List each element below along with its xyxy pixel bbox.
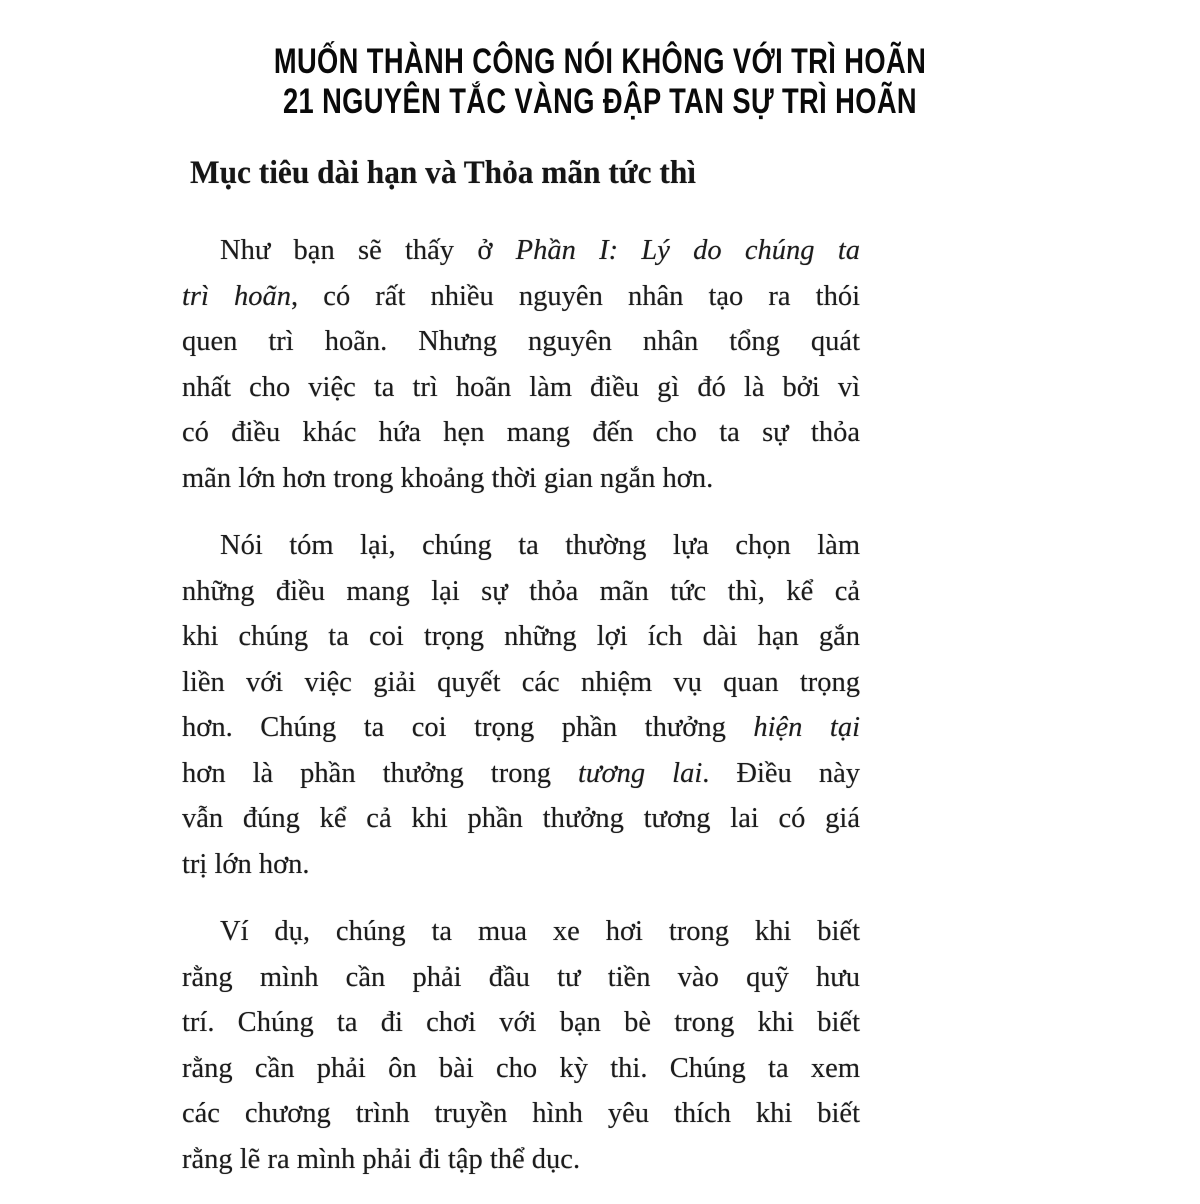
text-run: nhất cho việc ta trì hoãn làm điều gì đó là bởi vì bbox=[182, 371, 860, 403]
book-title-line-1: MUỐN THÀNH CÔNG NÓI KHÔNG VỚI TRÌ HOÃN bbox=[273, 42, 927, 81]
text-run: những điều mang lại sự thỏa mãn tức thì, kể cả bbox=[182, 575, 860, 607]
text-line bbox=[182, 319, 860, 365]
paragraph bbox=[182, 909, 860, 1182]
italic-text-run: Phần I: Lý do chúng ta bbox=[515, 235, 860, 266]
text-run: khi chúng ta coi trọng những lợi ích dài hạn gắn bbox=[182, 621, 860, 652]
text-run: rằng cần phải ôn bài cho kỳ thi. Chúng ta xem bbox=[182, 1052, 860, 1084]
body-paragraphs bbox=[182, 228, 860, 1204]
text-run: trí. Chúng ta đi chơi với bạn bè trong khi biết bbox=[182, 1007, 860, 1038]
paragraph bbox=[182, 523, 860, 887]
text-line bbox=[182, 1137, 860, 1183]
text-run: trị lớn hơn. bbox=[182, 848, 310, 880]
text-run: Như bạn sẽ thấy ở bbox=[220, 235, 516, 266]
text-line bbox=[182, 614, 860, 660]
text-line bbox=[182, 274, 860, 320]
italic-text-run: trì hoãn bbox=[182, 280, 292, 312]
text-line bbox=[182, 365, 860, 411]
book-title bbox=[132, 42, 1068, 122]
text-run: hơn là phần thưởng trong bbox=[182, 757, 578, 789]
text-run: vẫn đúng kể cả khi phần thưởng tương lai có giá bbox=[182, 803, 860, 834]
text-run: rằng lẽ ra mình phải đi tập thể dục. bbox=[182, 1143, 581, 1175]
text-run: Ví dụ, chúng ta mua xe hơi trong khi biết bbox=[220, 916, 860, 947]
text-line bbox=[182, 523, 860, 569]
text-run: các chương trình truyền hình yêu thích khi biết bbox=[182, 1098, 860, 1129]
text-run: có điều khác hứa hẹn mang đến cho ta sự thỏa bbox=[182, 417, 860, 448]
text-run: mãn lớn hơn trong khoảng thời gian ngắn hơn. bbox=[182, 462, 714, 494]
text-line bbox=[182, 660, 860, 706]
text-line bbox=[182, 1000, 860, 1046]
text-line bbox=[182, 909, 860, 955]
text-line bbox=[182, 842, 860, 888]
section-heading: Mục tiêu dài hạn và Thỏa mãn tức thì bbox=[190, 155, 696, 191]
book-title-line-2: 21 NGUYÊN TẮC VÀNG ĐẬP TAN SỰ TRÌ HOÃN bbox=[282, 82, 918, 121]
text-run: liền với việc giải quyết các nhiệm vụ quan trọng bbox=[182, 666, 860, 698]
paragraph bbox=[182, 228, 860, 501]
text-line bbox=[182, 1091, 860, 1137]
text-run: , có rất nhiều nguyên nhân tạo ra thói bbox=[291, 280, 860, 312]
text-line bbox=[182, 456, 860, 502]
italic-text-run: hiện tại bbox=[753, 712, 860, 743]
text-run: Nói tóm lại, chúng ta thường lựa chọn làm bbox=[220, 530, 860, 561]
text-line bbox=[182, 955, 860, 1001]
text-run: . Điều này bbox=[702, 757, 860, 789]
text-run: rằng mình cần phải đầu tư tiền vào quỹ hưu bbox=[182, 961, 860, 993]
text-line bbox=[182, 228, 860, 274]
text-line bbox=[182, 569, 860, 615]
italic-text-run: tương lai bbox=[577, 757, 703, 789]
text-line bbox=[182, 796, 860, 842]
text-line bbox=[182, 1046, 860, 1092]
text-line bbox=[182, 705, 860, 751]
text-line bbox=[182, 751, 860, 797]
text-line bbox=[182, 410, 860, 456]
text-run: quen trì hoãn. Nhưng nguyên nhân tổng quát bbox=[182, 326, 860, 357]
text-run: hơn. Chúng ta coi trọng phần thưởng bbox=[182, 712, 754, 743]
